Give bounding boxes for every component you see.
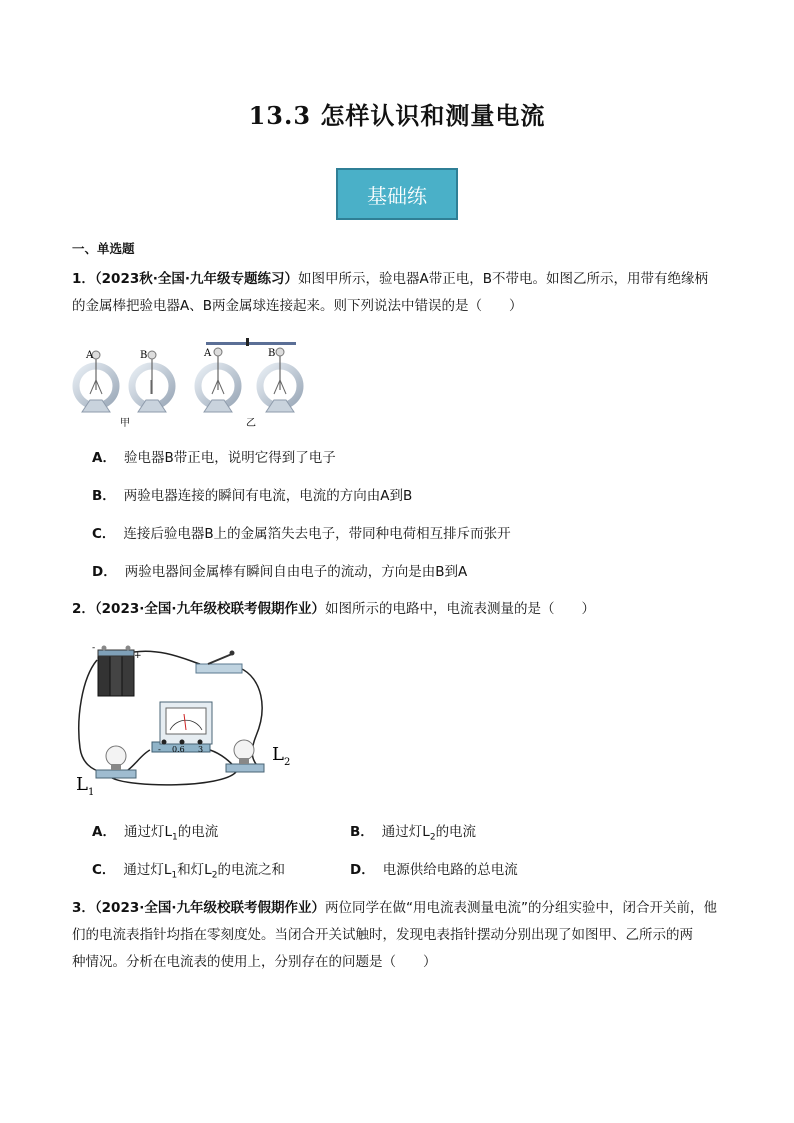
- circuit-figure: [72, 638, 302, 800]
- question-2: [72, 596, 728, 623]
- question-source: （2023秋·全国·九年级专题练习）: [94, 271, 298, 287]
- metal-rod: [206, 342, 296, 345]
- electroscope-b-jia: [132, 351, 172, 412]
- label-yi: 乙: [246, 418, 256, 429]
- lamp-l1: [96, 746, 136, 778]
- label-l1: $L_1$: [76, 774, 95, 798]
- question-source: （2023·全国·九年级校联考假期作业）: [94, 601, 325, 617]
- battery: [98, 646, 134, 697]
- q1-option-c[interactable]: C． 连接后验电器B上的金属箔失去电子，带同种电荷相互排斥而张开: [92, 526, 511, 542]
- section-heading: 一、单选题: [72, 241, 135, 256]
- question-number: 2．: [72, 601, 95, 617]
- battery-negative: -: [92, 643, 96, 653]
- question-3: [72, 895, 728, 976]
- electroscope-a-jia: [76, 351, 116, 412]
- switch: [196, 651, 242, 674]
- label-jia: 甲: [120, 418, 130, 429]
- question-text-2: 的金属棒把验电器A、B两金属球连接起来。则下列说法中错误的是（ ）: [72, 298, 523, 314]
- wire: [134, 651, 200, 664]
- electroscope-figure: [72, 338, 312, 430]
- label-b: B: [140, 350, 148, 361]
- question-number: 1．: [72, 271, 95, 287]
- label-b2: B: [268, 348, 276, 359]
- question-source: （2023·全国·九年级校联考假期作业）: [94, 900, 325, 916]
- q2-option-c[interactable]: C． 通过灯$L_1$和灯$L_2$的电流之和: [92, 862, 285, 881]
- question-text: 如图甲所示，验电器A带正电，B不带电。如图乙所示，用带有绝缘柄: [298, 271, 708, 287]
- ammeter-neg: -: [158, 745, 161, 754]
- section-badge: 基础练: [336, 168, 458, 220]
- label-a: A: [86, 350, 94, 361]
- question-text: 如图所示的电路中，电流表测量的是（ ）: [325, 601, 595, 617]
- battery-positive: +: [134, 651, 142, 661]
- q2-option-a[interactable]: A． 通过灯$L_1$的电流: [92, 824, 219, 843]
- ammeter-range-06: 0.6: [172, 745, 185, 754]
- question-text: 两位同学在做“用电流表测量电流”的分组实验中，闭合开关前，他: [325, 900, 717, 916]
- question-text-2: 们的电流表指针均指在零刻度处。当闭合开关试触时，发现电表指针摆动分别出现了如图甲、乙所示的两: [72, 927, 693, 943]
- q2-option-b[interactable]: B． 通过灯$L_2$的电流: [350, 824, 477, 843]
- wire: [128, 750, 150, 770]
- page-title: 13.3 怎样认识和测量电流: [248, 101, 546, 130]
- label-l2: $L_2$: [272, 744, 291, 768]
- lamp-l2: [226, 740, 264, 772]
- question-1: [72, 266, 728, 320]
- electroscope-b-yi: [260, 348, 300, 412]
- q1-option-d[interactable]: D． 两验电器间金属棒有瞬间自由电子的流动，方向是由B到A: [92, 564, 468, 580]
- q1-option-a[interactable]: A． 验电器B带正电，说明它得到了电子: [92, 450, 336, 466]
- question-number: 3．: [72, 900, 95, 916]
- insulating-handle: [246, 338, 249, 346]
- q1-option-b[interactable]: B． 两验电器连接的瞬间有电流，电流的方向由A到B: [92, 488, 413, 504]
- q2-option-d[interactable]: D． 电源供给电路的总电流: [350, 862, 518, 878]
- question-text-3: 种情况。分析在电流表的使用上，分别存在的问题是（ ）: [72, 954, 437, 970]
- label-a2: A: [204, 348, 212, 359]
- ammeter-range-3: 3: [198, 745, 204, 754]
